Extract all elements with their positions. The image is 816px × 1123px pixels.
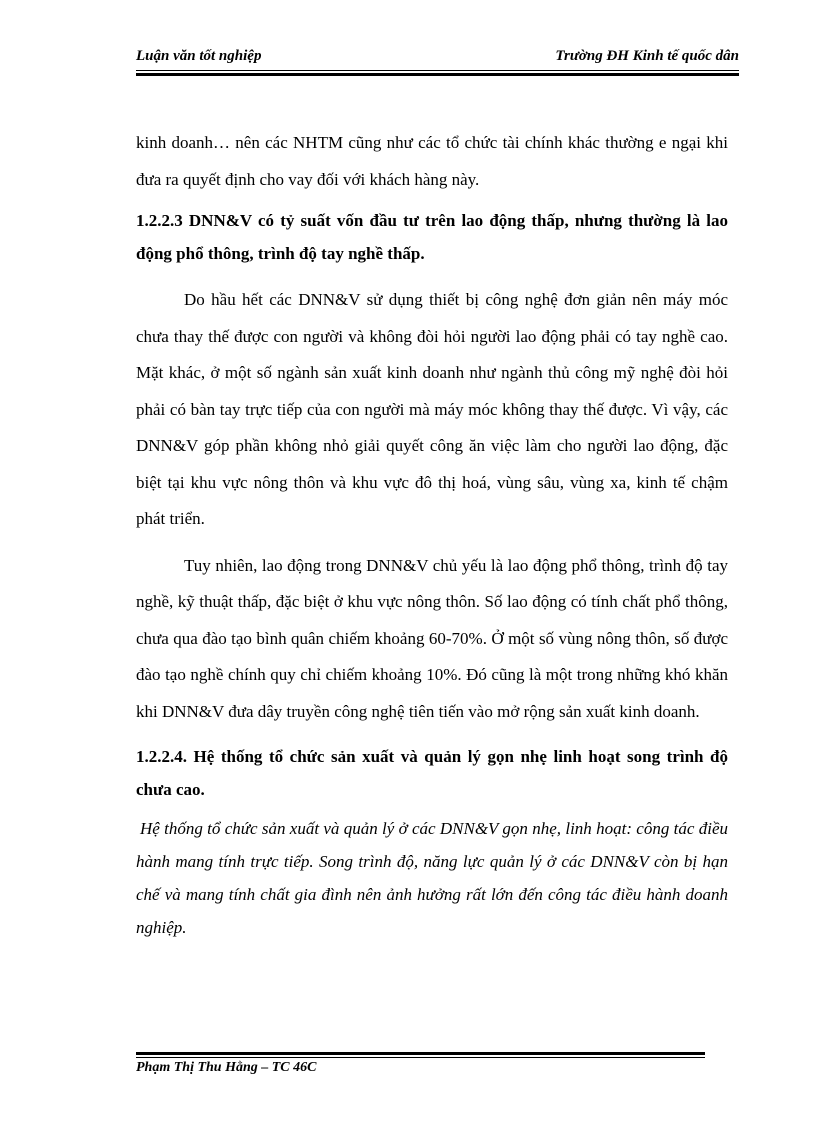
header-thesis-label: Luận văn tốt nghiệp — [136, 48, 262, 64]
footer-divider — [136, 1052, 705, 1058]
paragraph-continuation: kinh doanh… nên các NHTM cũng như các tổ chức tài chính khác thường e ngại khi đưa ra quyết định cho vay đối với khách hàng này. — [136, 133, 728, 189]
header-divider — [136, 70, 739, 76]
paragraph-technology: Do hầu hết các DNN&V sử dụng thiết bị công nghệ đơn giản nên máy móc chưa thay thế được con người và không đòi hỏi người lao động phải có tay nghề cao. Mặt khác, ở một số ngành sản xuất kinh doanh như ngành thủ công mỹ nghệ đòi hỏi phải có bàn tay trực tiếp của con người mà máy móc không thay thế được. Vì vậy, các DNN&V góp phần không nhỏ giải quyết công ăn việc làm cho người lao động, đặc biệt tại khu vực nông thôn và khu vực đô thị hoá, vùng sâu, vùng xa, kinh tế chậm phát triển. — [136, 290, 728, 528]
paragraph-labor: Tuy nhiên, lao động trong DNN&V chủ yếu là lao động phổ thông, trình độ tay nghề, kỹ thuật thấp, đặc biệt ở khu vực nông thôn. Số lao động có tính chất phổ thông, chưa qua đào tạo bình quân chiếm khoảng 60-70%. Ở một số vùng nông thôn, số được đào tạo nghề chính quy chỉ chiếm khoảng 10%. Đó cũng là một trong những khó khăn khi DNN&V đưa dây truyền công nghệ tiên tiến vào mở rộng sản xuất kinh doanh. — [136, 555, 728, 721]
header-university-label: Trường ĐH Kinh tế quốc dân — [555, 48, 739, 64]
section-heading-1-2-2-4: 1.2.2.4. Hệ thống tổ chức sản xuất và quản lý gọn nhẹ linh hoạt song trình độ chưa cao. — [136, 747, 728, 799]
section-heading-1-2-2-3: 1.2.2.3 DNN&V có tỷ suất vốn đầu tư trên lao động thấp, nhưng thường là lao động phổ thông, trình độ tay nghề thấp. — [136, 211, 728, 263]
footer-author: Phạm Thị Thu Hằng – TC 46C — [136, 1060, 317, 1075]
paragraph-management: Hệ thống tổ chức sản xuất và quản lý ở các DNN&V gọn nhẹ, linh hoạt: công tác điều hành mang tính trực tiếp. Song trình độ, năng lực quản lý ở các DNN&V còn bị hạn chế và mang tính chất gia đình nên ảnh hưởng rất lớn đến công tác điều hành doanh nghiệp. — [136, 819, 728, 937]
page-content — [136, 125, 728, 944]
